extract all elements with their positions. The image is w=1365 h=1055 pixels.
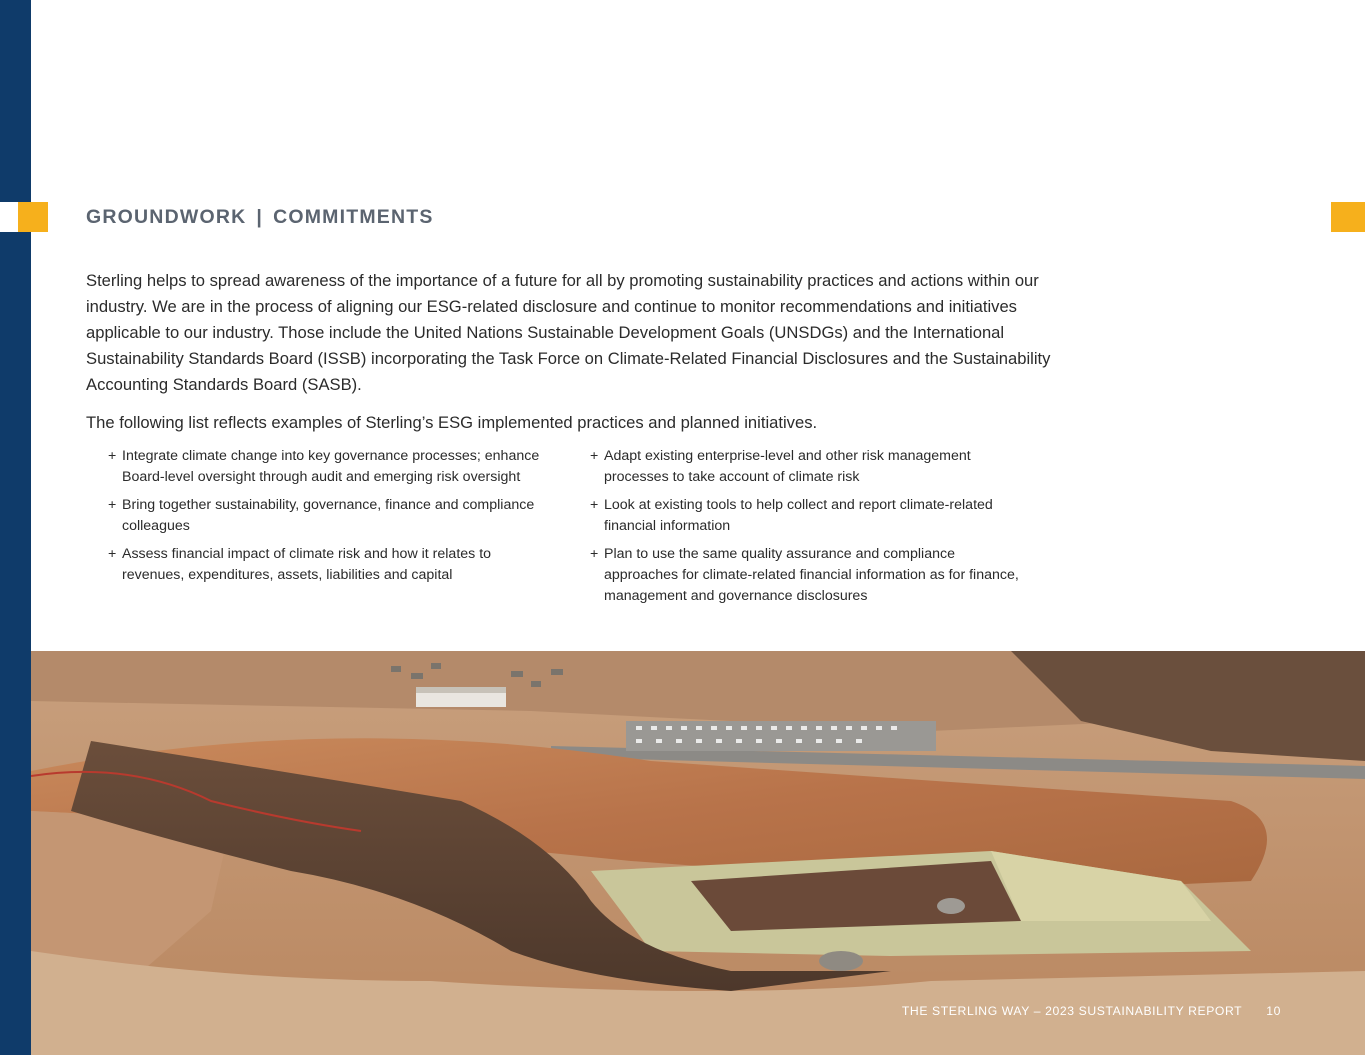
list-item-text: Assess financial impact of climate risk and how it relates to revenues, expenditures, assets, liabilities and capital <box>122 546 492 583</box>
left-accent-tab-cutout <box>0 202 18 232</box>
bullet-list-right <box>590 446 1030 614</box>
list-item <box>108 544 548 585</box>
list-item <box>108 495 548 536</box>
heading-right: COMMITMENTS <box>273 206 434 228</box>
section-heading <box>86 206 434 229</box>
heading-separator: | <box>256 206 264 228</box>
bullet-list-left <box>108 446 548 594</box>
list-item-text: Plan to use the same quality assurance and compliance approaches for climate-related financial information as for finance, management and governance disclosures <box>604 546 1019 604</box>
aerial-construction-photo <box>31 651 1365 1055</box>
right-accent-tab <box>1331 202 1365 232</box>
list-item <box>590 446 1030 487</box>
list-item <box>108 446 548 487</box>
plus-icon: + <box>108 546 117 563</box>
plus-icon: + <box>590 448 599 464</box>
page-footer <box>902 1004 1281 1018</box>
left-navy-bar <box>0 0 31 1055</box>
page-number: 10 <box>1266 1004 1281 1018</box>
plus-icon: + <box>108 448 117 464</box>
plus-icon: + <box>108 497 117 514</box>
lead-paragraph: The following list reflects examples of Sterling’s ESG implemented practices and planned initiatives. <box>86 413 818 432</box>
list-item <box>590 495 1030 536</box>
list-item-text: Bring together sustainability, governance, finance and compliance colleagues <box>122 497 535 534</box>
list-item-text: Integrate climate change into key governance processes; enhance Board-level oversight through audit and emerging risk oversight <box>122 448 540 485</box>
list-item-text: Look at existing tools to help collect and report climate-related financial information <box>604 497 993 534</box>
intro-paragraph: Sterling helps to spread awareness of the importance of a future for all by promoting sustainability practices and actions within our industry. We are in the process of aligning our ESG-related disclosure and continue to monitor recommendations and initiatives applicable to our industry. Those include the United Nations Sustainable Development Goals (UNSDGs) and the International Sustainability Standards Board (ISSB) incorporating the Task Force on Climate-Related Financial Disclosures and the Sustainability Accounting Standards Board (SASB). <box>86 271 1051 394</box>
heading-left: GROUNDWORK <box>86 206 247 228</box>
footer-report-title: THE STERLING WAY – 2023 SUSTAINABILITY REPORT <box>901 1004 1243 1018</box>
plus-icon: + <box>590 546 599 563</box>
list-item <box>590 544 1030 606</box>
plus-icon: + <box>590 497 599 514</box>
list-item-text: Adapt existing enterprise-level and other risk management processes to take account of climate risk <box>604 448 971 485</box>
